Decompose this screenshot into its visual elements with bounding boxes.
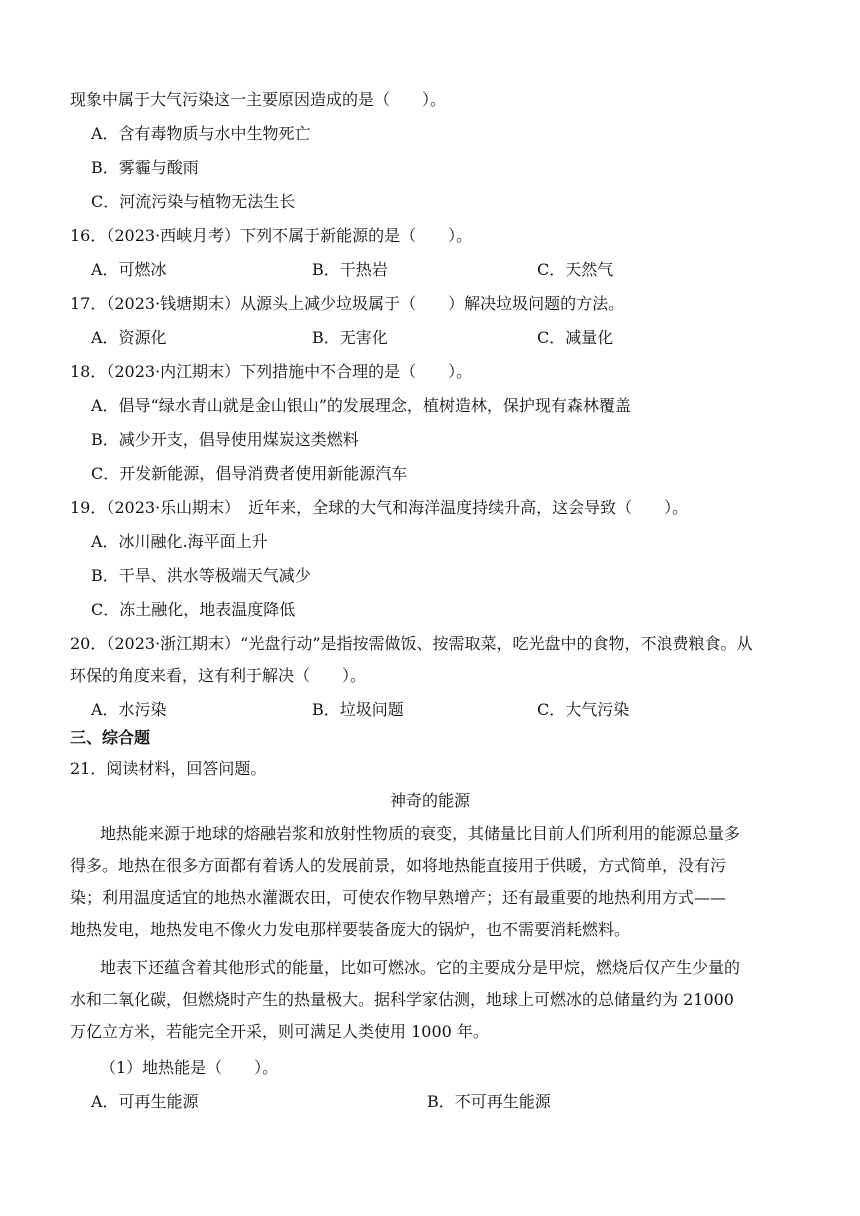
q19-option-b: B．干旱、洪水等极端天气减少 bbox=[91, 566, 311, 585]
article-para1-line4: 地热发电，地热发电不像火力发电那样要装备庞大的锅炉，也不需要消耗燃料。 bbox=[70, 920, 631, 939]
article-para2-line3: 万亿立方米，若能完全开采，则可满足人类使用 1000 年。 bbox=[70, 1022, 489, 1041]
article-para2-line1: 地表下还蕴含着其他形式的能量，比如可燃冰。它的主要成分是甲烷，燃烧后仅产生少量的 bbox=[100, 958, 741, 977]
q16-stem: 16．（2023·西峡月考）下列不属于新能源的是（ ）。 bbox=[70, 226, 473, 245]
q19-stem: 19．（2023·乐山期末） 近年来，全球的大气和海洋温度持续升高，这会导致（ ）。 bbox=[70, 498, 689, 517]
q16-option-c: C．天然气 bbox=[537, 260, 614, 279]
q15-option-c: C．河流污染与植物无法生长 bbox=[91, 192, 296, 211]
article-para1-line1: 地热能来源于地球的熔融岩浆和放射性物质的衰变，其储量比目前人们所利用的能源总量多 bbox=[100, 824, 741, 843]
q21-sub1-option-a: A．可再生能源 bbox=[91, 1092, 199, 1111]
q19-option-c: C．冻土融化，地表温度降低 bbox=[91, 600, 296, 619]
article-para2-line2: 水和二氧化碳，但燃烧时产生的热量极大。据科学家估测，地球上可燃冰的总储量约为 21000 bbox=[70, 990, 734, 1009]
q20-option-c: C．大气污染 bbox=[537, 700, 630, 719]
q17-option-c: C．减量化 bbox=[537, 328, 614, 347]
q21-stem: 21．阅读材料，回答问题。 bbox=[70, 759, 267, 778]
q20-stem-line2: 环保的角度来看，这有利于解决（ ）。 bbox=[70, 666, 367, 685]
q18-option-b: B．减少开支，倡导使用煤炭这类燃料 bbox=[91, 430, 359, 449]
q19-option-a: A．冰川融化.海平面上升 bbox=[91, 532, 268, 551]
q21-sub1-stem: （1）地热能是（ ）。 bbox=[100, 1058, 279, 1077]
q20-option-a: A．水污染 bbox=[91, 700, 167, 719]
q18-stem: 18．（2023·内江期末）下列措施中不合理的是（ ）。 bbox=[70, 362, 473, 381]
q21-sub1-option-b: B．不可再生能源 bbox=[427, 1092, 551, 1111]
q15-option-a: A．含有毒物质与水中生物死亡 bbox=[91, 124, 311, 143]
q17-option-a: A．资源化 bbox=[91, 328, 167, 347]
q16-option-b: B．干热岩 bbox=[312, 260, 388, 279]
article-para1-line3: 染；利用温度适宜的地热水灌溉农田，可使农作物早熟增产；还有最重要的地热利用方式—— bbox=[70, 888, 727, 907]
section-3-heading: 三、综合题 bbox=[70, 728, 151, 747]
q18-option-c: C．开发新能源，倡导消费者使用新能源汽车 bbox=[91, 464, 408, 483]
q15-stem-tail: 现象中属于大气污染这一主要原因造成的是（ ）。 bbox=[70, 90, 447, 109]
q20-stem-line1: 20．（2023·浙江期末）“光盘行动”是指按需做饭、按需取菜，吃光盘中的食物，不浪费粮食。从 bbox=[70, 634, 753, 653]
article-title: 神奇的能源 bbox=[389, 791, 470, 810]
q20-option-b: B．垃圾问题 bbox=[312, 700, 404, 719]
article-para1-line2: 得多。地热在很多方面都有着诱人的发展前景，如将地热能直接用于供暖，方式简单，没有污 bbox=[70, 856, 727, 875]
q15-option-b: B．雾霾与酸雨 bbox=[91, 158, 199, 177]
q16-option-a: A．可燃冰 bbox=[91, 260, 167, 279]
q18-option-a: A．倡导“绿水青山就是金山银山”的发展理念，植树造林，保护现有森林覆盖 bbox=[91, 396, 631, 415]
q17-option-b: B．无害化 bbox=[312, 328, 388, 347]
q17-stem: 17．（2023·钱塘期末）从源头上减少垃圾属于（ ）解决垃圾问题的方法。 bbox=[70, 294, 625, 313]
